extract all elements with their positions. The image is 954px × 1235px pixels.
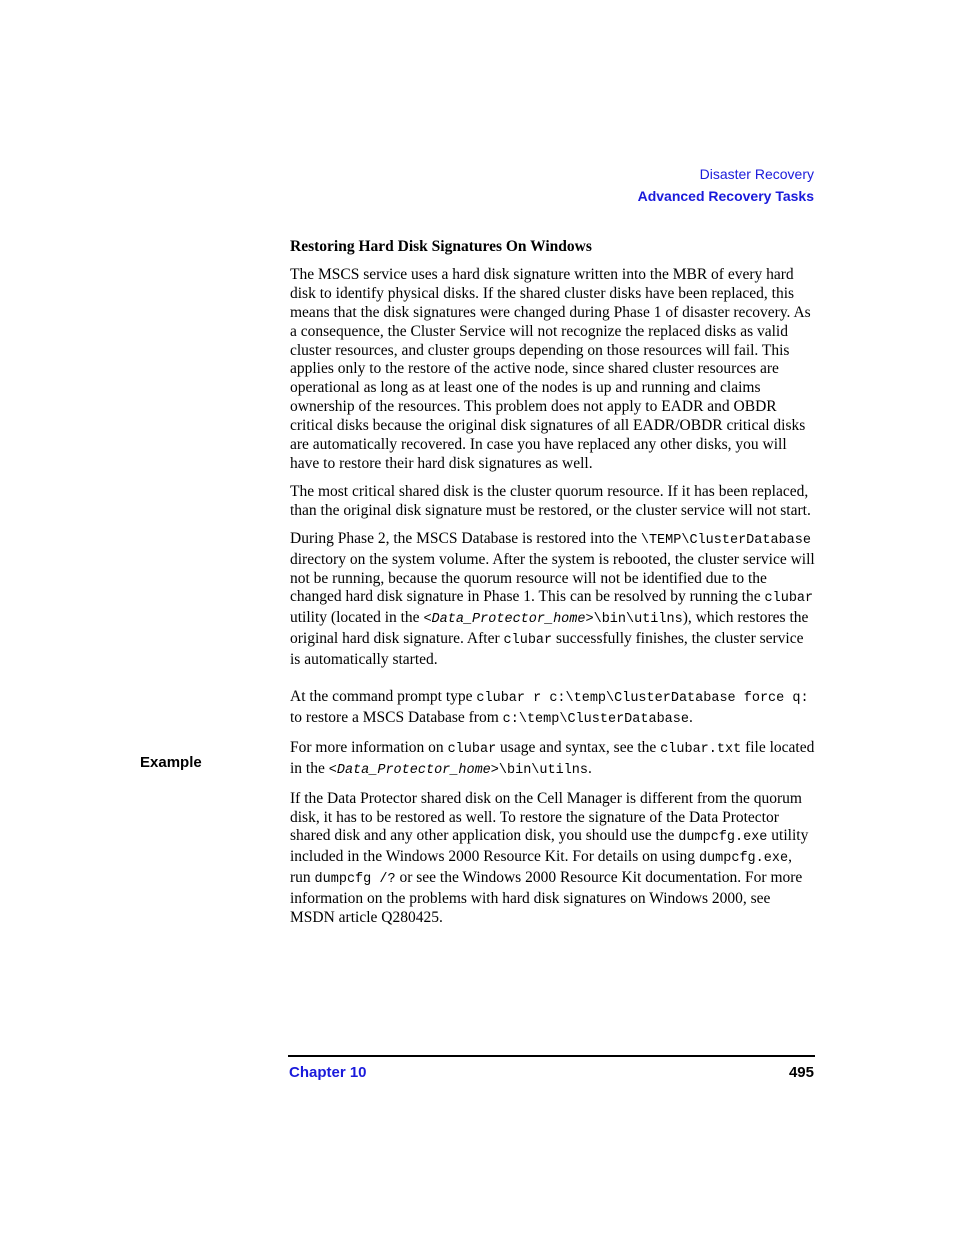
code-command: dumpcfg.exe: [698, 851, 789, 867]
main-content: [290, 238, 815, 937]
footer-page-number: 495: [788, 1064, 814, 1081]
paragraph-phase2: [290, 530, 815, 670]
text-run: For more information on: [290, 738, 448, 756]
text-run: utility included in the Windows 2000 Resource Kit. For details on using: [290, 827, 809, 866]
paragraph-example-info: [290, 739, 815, 781]
code-path: [329, 763, 588, 778]
example-section: [290, 688, 815, 928]
example-label: Example: [140, 754, 202, 771]
code-command: clubar: [447, 741, 497, 757]
running-header-section: Disaster Recovery: [699, 166, 814, 182]
text-run: or see the Windows 2000 Resource Kit documentation. For more information on the problems with hard disk signatures on Windows 2000, see MSDN article Q280425.: [290, 869, 803, 927]
text-run: successfully finishes, the cluster service is automatically started.: [290, 630, 804, 669]
paragraph-quorum: The most critical shared disk is the cluster quorum resource. If it has been replaced, than the original disk signature must be restored, or the cluster service will not start.: [290, 482, 811, 519]
text-run: .: [689, 708, 693, 726]
section-heading: Restoring Hard Disk Signatures On Windows: [290, 238, 592, 255]
code-command: dumpcfg.exe: [678, 830, 768, 846]
paragraph-mscs-signature: The MSCS service uses a hard disk signature written into the MBR of every hard disk to identify physical disks. If the shared cluster disks have been replaced, this means that the disk signatures were changed during Phase 1 of disaster recovery. As a consequence, the Cluster Service will not recognize the replaced disks as valid cluster resources, and cluster groups depending on those resources will fail. This applies only to the restore of the active node, since shared cluster resources are operational as long as at least one of the nodes is up and running and claims ownership of the resources. This problem does not apply to EADR and OBDR critical disks because the original disk signatures of all EADR/OBDR critical disks are automatically recovered. In case you have replaced any other disks, you will have to restore their hard disk signatures as well.: [290, 265, 811, 472]
code-path-suffix: \bin\utilns: [498, 762, 589, 778]
text-run: directory on the system volume. After the system is rebooted, the cluster service will not be running, because the quorum resource will not be identified due to the changed hard disk signature in Phase 1. This can be resolved by running the: [290, 550, 815, 606]
text-run: utility (located in the: [290, 609, 424, 627]
text-run: , run: [290, 848, 792, 887]
code-command: dumpcfg /?: [314, 872, 396, 888]
running-header-subsection: Advanced Recovery Tasks: [637, 188, 814, 204]
footer-rule: [288, 1055, 815, 1057]
code-command: clubar: [764, 591, 814, 607]
code-path: \TEMP\ClusterDatabase: [640, 532, 811, 548]
code-placeholder: <Data_Protector_home>: [328, 762, 499, 778]
footer-chapter: Chapter 10: [289, 1064, 367, 1081]
text-run: .: [588, 759, 592, 777]
code-command: clubar: [503, 633, 553, 649]
text-run: file located in the: [290, 738, 815, 777]
text-run: If the Data Protector shared disk on the Cell Manager is different from the quorum disk, it has to be restored as well. To restore the signature of the Data Protector shared disk and any other application disk, you should use the: [290, 789, 802, 845]
text-run: ), which restores the original hard disk signature. After: [290, 609, 809, 648]
text-run: usage and syntax, see the: [496, 738, 661, 756]
code-command: clubar r c:\temp\ClusterDatabase force q:: [476, 691, 809, 707]
text-run: At the command prompt type: [290, 688, 477, 706]
code-path: [423, 612, 682, 627]
paragraph-example-command: [290, 688, 815, 730]
code-path: c:\temp\ClusterDatabase: [502, 711, 689, 727]
paragraph-example-dumpcfg: [290, 790, 815, 928]
code-filename: clubar.txt: [660, 741, 742, 757]
text-run: to restore a MSCS Database from: [290, 708, 503, 726]
code-placeholder: <Data_Protector_home>: [423, 612, 594, 628]
code-path-suffix: \bin\utilns: [593, 612, 683, 628]
text-run: During Phase 2, the MSCS Database is restored into the: [290, 529, 641, 547]
